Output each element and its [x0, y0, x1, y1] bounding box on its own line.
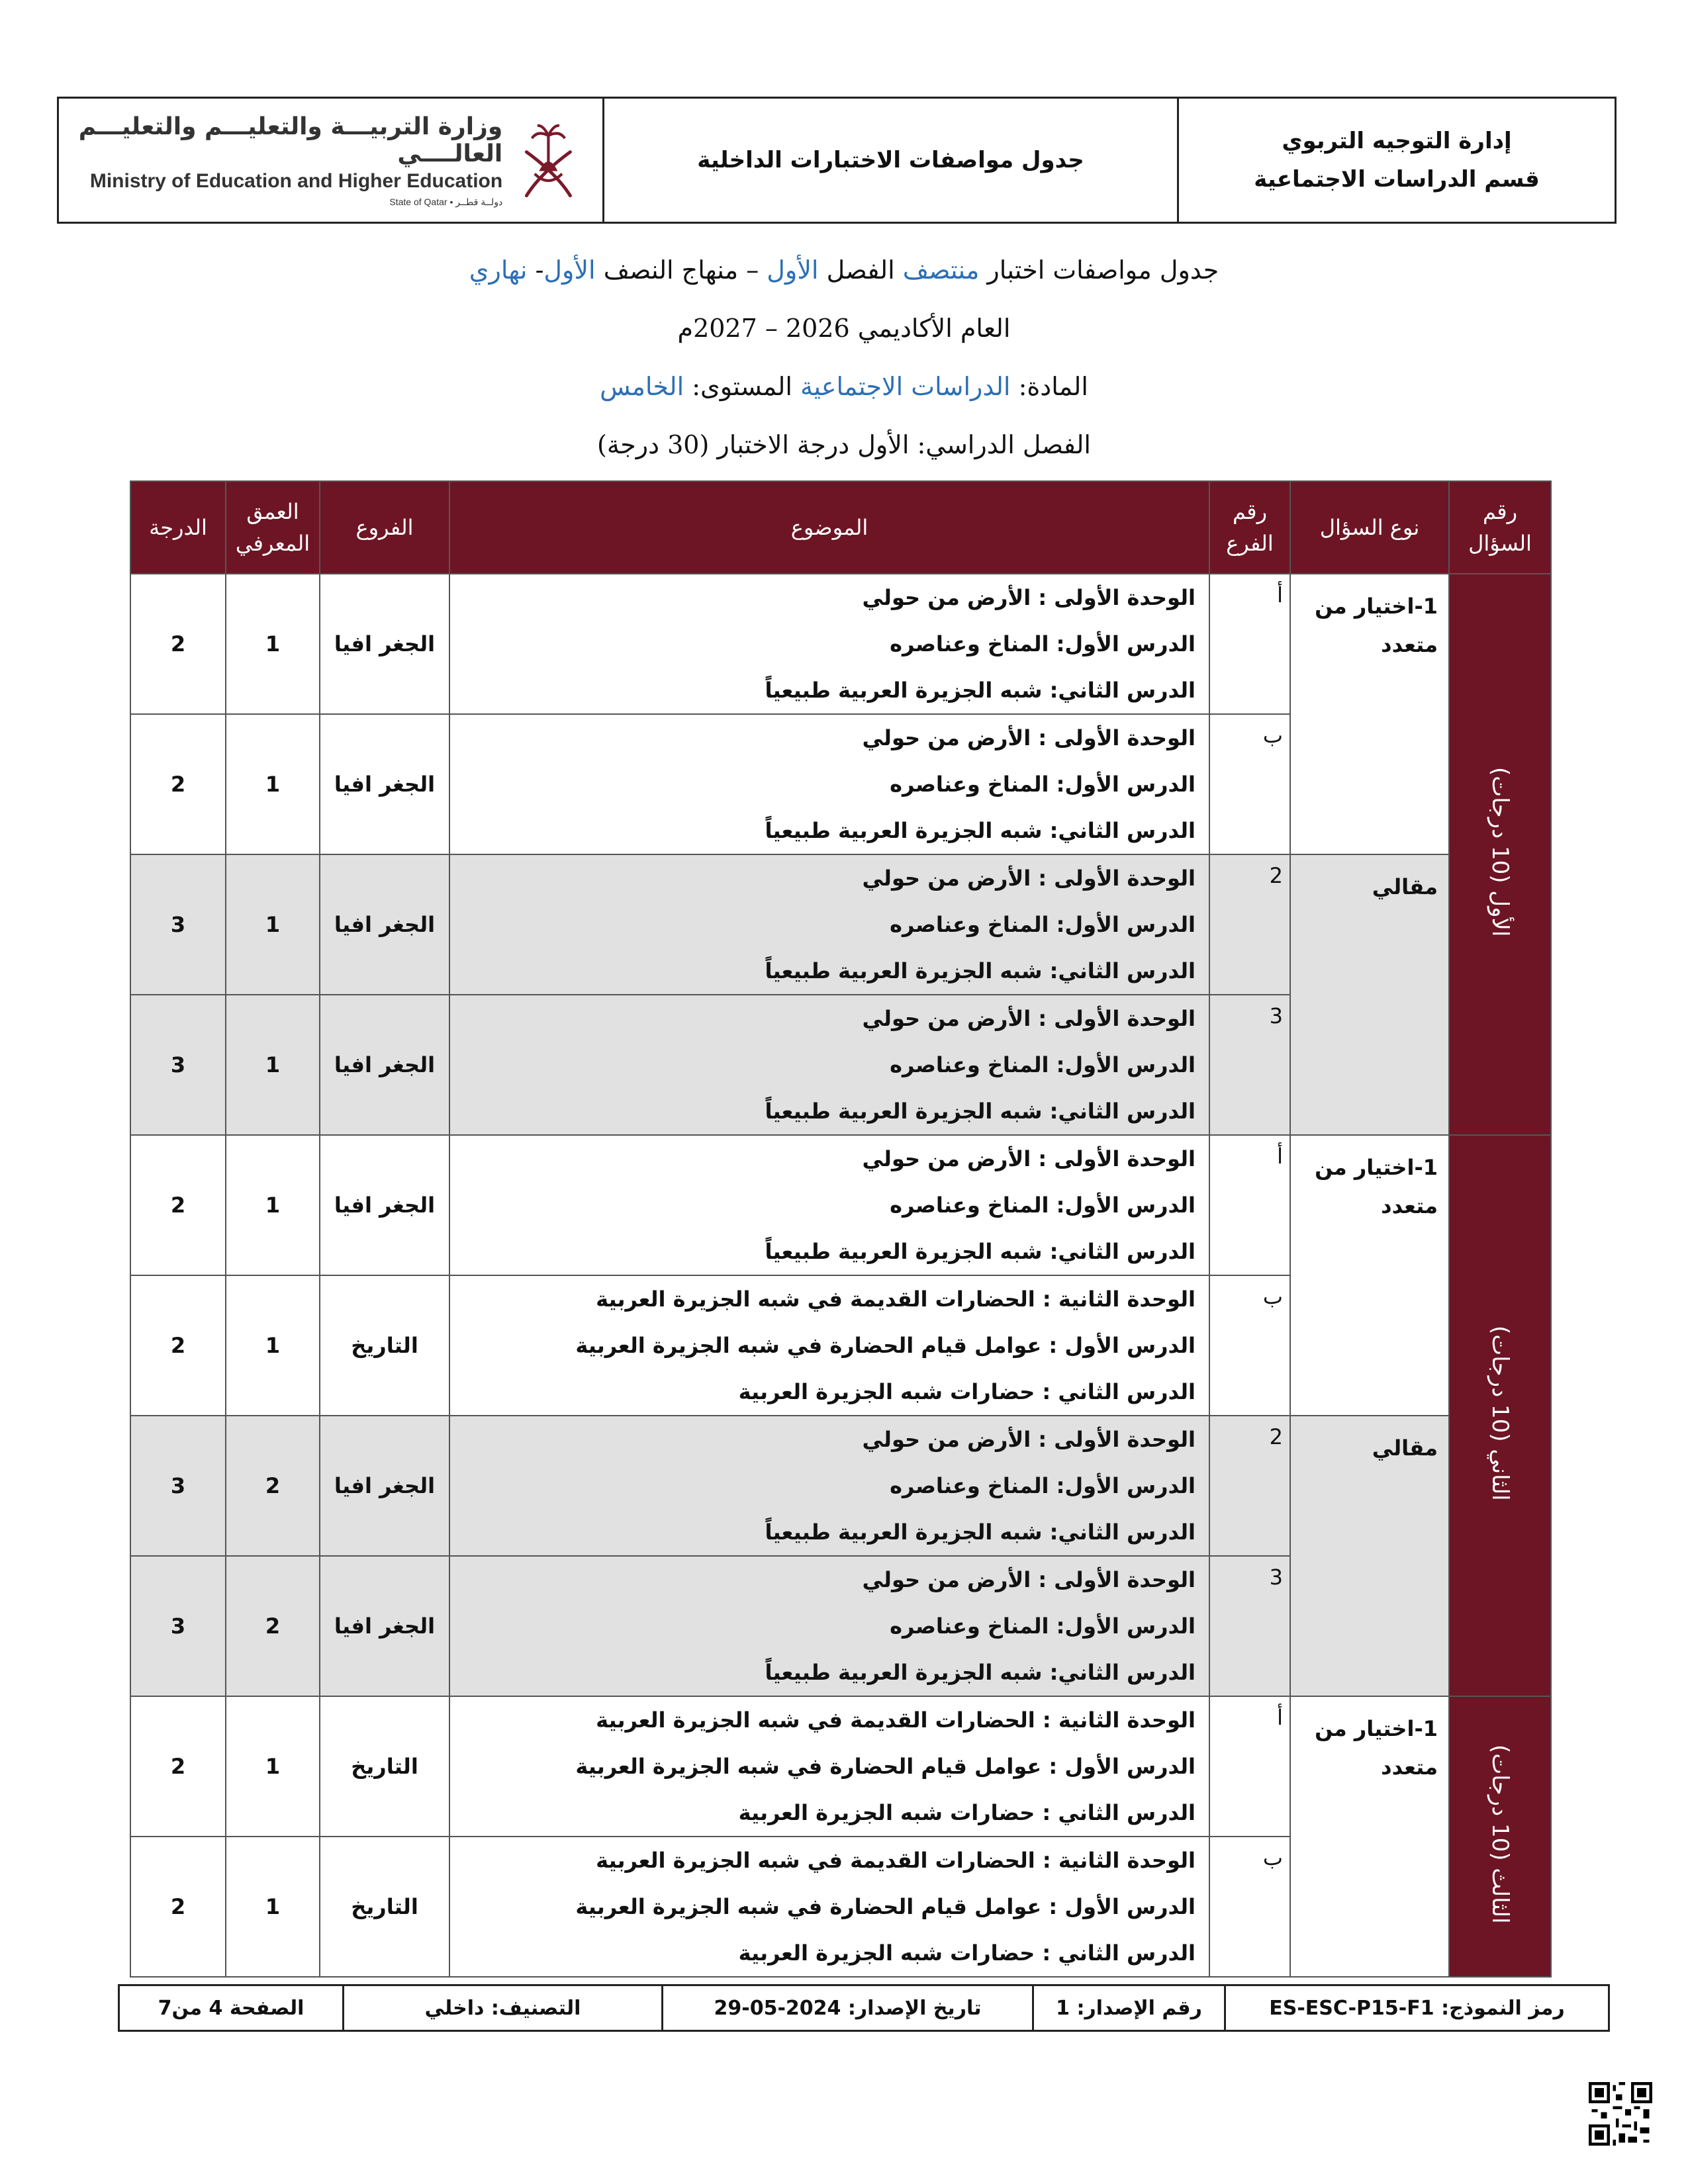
grade-value: 3 — [130, 1416, 226, 1556]
branch-number: 3 — [1209, 1556, 1290, 1696]
branch-number: ب — [1209, 714, 1290, 854]
topic-line: الوحدة الأولى : الأرض من حولي — [862, 1567, 1196, 1592]
ministry-logo-block — [59, 99, 604, 222]
grade-value: 3 — [130, 995, 226, 1135]
topic-cell — [449, 854, 1209, 995]
cognitive-depth: 2 — [226, 1416, 320, 1556]
issue-date: تاريخ الإصدار: 2024-05-29 — [661, 1986, 1032, 2030]
header-title: جدول مواصفات الاختبارات الداخلية — [604, 99, 1179, 222]
table-header-row — [130, 481, 1551, 574]
topic-cell — [449, 1416, 1209, 1556]
topic-cell — [449, 1275, 1209, 1416]
header-grade: الدرجة — [130, 481, 226, 574]
topic-line: الوحدة الأولى : الأرض من حولي — [862, 1427, 1196, 1452]
issue-number: رقم الإصدار: 1 — [1032, 1986, 1224, 2030]
branch-number: ب — [1209, 1837, 1290, 1977]
topic-cell — [449, 995, 1209, 1135]
topic-line: الدرس الثاني: شبه الجزيرة العربية طبيعياً — [765, 678, 1196, 703]
branch-name: الجغر افيا — [320, 714, 449, 854]
header-branch-no: رقم الفرع — [1209, 481, 1290, 574]
topic-cell — [449, 1556, 1209, 1696]
topic-line: الدرس الثاني: شبه الجزيرة العربية طبيعياً — [765, 1520, 1196, 1545]
document-footer — [118, 1984, 1610, 2032]
topic-line: الدرس الأول: المناخ وعناصره — [890, 1052, 1196, 1077]
grade-value: 2 — [130, 1275, 226, 1416]
header-question-type: نوع السؤال — [1290, 481, 1449, 574]
cognitive-depth: 1 — [226, 1837, 320, 1977]
topic-line: الدرس الثاني : حضارات شبه الجزيرة العربية — [738, 1940, 1196, 1966]
question-type: مقالي — [1290, 1416, 1449, 1696]
question-type: 1-اختيار من متعدد — [1290, 1135, 1449, 1416]
topic-cell — [449, 574, 1209, 714]
topic-line: الدرس الأول: المناخ وعناصره — [890, 1193, 1196, 1218]
branch-number: ب — [1209, 1275, 1290, 1416]
department-block — [1179, 99, 1615, 222]
topic-line: الدرس الأول : عوامل قيام الحضارة في شبه الجزيرة العربية — [575, 1754, 1196, 1779]
subject-level: المادة: الدراسات الاجتماعية المستوى: الخامس — [600, 372, 1088, 401]
semester-grade: الفصل الدراسي: الأول درجة الاختبار (30 درجة) — [597, 430, 1091, 459]
question-type: 1-اختيار من متعدد — [1290, 574, 1449, 854]
ministry-name-en: Ministry of Education and Higher Education — [89, 169, 503, 192]
topic-line: الدرس الأول: المناخ وعناصره — [890, 912, 1196, 937]
branch-name: الجغر افيا — [320, 1416, 449, 1556]
branch-name: الجغر افيا — [320, 1556, 449, 1696]
branch-name: التاريخ — [320, 1837, 449, 1977]
branch-number: أ — [1209, 1135, 1290, 1275]
topic-line: الوحدة الأولى : الأرض من حولي — [862, 585, 1196, 610]
branch-name: التاريخ — [320, 1696, 449, 1837]
form-code: رمز النموذج: ES-ESC-P15-F1 — [1224, 1986, 1608, 2030]
ministry-name-ar: وزارة التربيـــة والتعليـــم والتعليـــم العالــــي — [78, 113, 503, 167]
cognitive-depth: 1 — [226, 1135, 320, 1275]
header-depth: العمق المعرفي — [226, 481, 320, 574]
cognitive-depth: 2 — [226, 1556, 320, 1696]
topic-line: الدرس الثاني : حضارات شبه الجزيرة العربية — [738, 1379, 1196, 1404]
cognitive-depth: 1 — [226, 1696, 320, 1837]
topic-line: الوحدة الأولى : الأرض من حولي — [862, 1006, 1196, 1031]
topic-line: الوحدة الأولى : الأرض من حولي — [862, 1146, 1196, 1171]
question-group-label: الثاني (10 درجات) — [1449, 1135, 1551, 1696]
specification-table — [130, 480, 1552, 1978]
department-line-2: قسم الدراسات الاجتماعية — [1254, 166, 1540, 193]
header-topic: الموضوع — [449, 481, 1209, 574]
branch-name: الجغر افيا — [320, 995, 449, 1135]
grade-value: 2 — [130, 574, 226, 714]
grade-value: 2 — [130, 714, 226, 854]
topic-line: الوحدة الثانية : الحضارات القديمة في شبه الجزيرة العربية — [596, 1707, 1196, 1733]
grade-value: 2 — [130, 1837, 226, 1977]
qr-code-icon — [1589, 2082, 1652, 2146]
grade-value: 2 — [130, 1696, 226, 1837]
topic-line: الدرس الأول: المناخ وعناصره — [890, 1473, 1196, 1498]
branch-name: الجغر افيا — [320, 1135, 449, 1275]
table-row — [130, 1696, 1551, 1837]
topic-line: الدرس الثاني: شبه الجزيرة العربية طبيعياً — [765, 1099, 1196, 1124]
topic-line: الدرس الأول: المناخ وعناصره — [890, 772, 1196, 797]
topic-line: الوحدة الأولى : الأرض من حولي — [862, 866, 1196, 891]
header-branch: الفروع — [320, 481, 449, 574]
branch-name: الجغر افيا — [320, 854, 449, 995]
table-row — [130, 1135, 1551, 1275]
topic-line: الدرس الأول : عوامل قيام الحضارة في شبه الجزيرة العربية — [575, 1894, 1196, 1919]
topic-line: الدرس الثاني: شبه الجزيرة العربية طبيعياً — [765, 1660, 1196, 1685]
table-row — [130, 854, 1551, 995]
academic-year: العام الأكاديمي 2026 – 2027م — [677, 314, 1011, 343]
topic-line: الدرس الثاني: شبه الجزيرة العربية طبيعياً — [765, 958, 1196, 983]
branch-number: 2 — [1209, 1416, 1290, 1556]
page-number: الصفحة 4 من7 — [158, 1996, 305, 2020]
table-row — [130, 1416, 1551, 1556]
document-header — [57, 97, 1617, 224]
question-group-label: الثالث (10 درجات) — [1449, 1696, 1551, 1977]
qatar-emblem-icon — [518, 111, 579, 210]
table-row — [130, 574, 1551, 714]
header-question-no: رقم السؤال — [1449, 481, 1551, 574]
topic-cell — [449, 714, 1209, 854]
topic-line: الدرس الثاني : حضارات شبه الجزيرة العربية — [738, 1800, 1196, 1825]
branch-number: أ — [1209, 1696, 1290, 1837]
topic-line: الدرس الأول : عوامل قيام الحضارة في شبه الجزيرة العربية — [575, 1333, 1196, 1358]
topic-cell — [449, 1696, 1209, 1837]
department-line-1: إدارة التوجيه التربوي — [1282, 128, 1512, 154]
cognitive-depth: 1 — [226, 854, 320, 995]
topic-line: الدرس الأول: المناخ وعناصره — [890, 631, 1196, 657]
branch-number: أ — [1209, 574, 1290, 714]
question-type: 1-اختيار من متعدد — [1290, 1696, 1449, 1977]
topic-line: الوحدة الثانية : الحضارات القديمة في شبه الجزيرة العربية — [596, 1287, 1196, 1312]
state-of-qatar: State of Qatar • دولــة قطــر — [389, 196, 503, 207]
branch-number: 3 — [1209, 995, 1290, 1135]
branch-number: 2 — [1209, 854, 1290, 995]
topic-line: الدرس الثاني: شبه الجزيرة العربية طبيعياً — [765, 1239, 1196, 1264]
cognitive-depth: 1 — [226, 995, 320, 1135]
topic-cell — [449, 1837, 1209, 1977]
topic-line: الوحدة الثانية : الحضارات القديمة في شبه الجزيرة العربية — [596, 1848, 1196, 1873]
cognitive-depth: 1 — [226, 574, 320, 714]
grade-value: 2 — [130, 1135, 226, 1275]
classification: التصنيف: داخلي — [342, 1986, 661, 2030]
topic-line: الدرس الأول: المناخ وعناصره — [890, 1614, 1196, 1639]
grade-value: 3 — [130, 1556, 226, 1696]
exam-title: جدول مواصفات اختبار منتصف الفصل الأول – منهاج النصف الأول- نهاري — [469, 255, 1219, 285]
cognitive-depth: 1 — [226, 714, 320, 854]
question-group-label: الأول (10 درجات) — [1449, 574, 1551, 1135]
branch-name: التاريخ — [320, 1275, 449, 1416]
topic-cell — [449, 1135, 1209, 1275]
cognitive-depth: 1 — [226, 1275, 320, 1416]
topic-line: الوحدة الأولى : الأرض من حولي — [862, 725, 1196, 751]
question-type: مقالي — [1290, 854, 1449, 1135]
branch-name: الجغر افيا — [320, 574, 449, 714]
grade-value: 3 — [130, 854, 226, 995]
topic-line: الدرس الثاني: شبه الجزيرة العربية طبيعياً — [765, 818, 1196, 843]
